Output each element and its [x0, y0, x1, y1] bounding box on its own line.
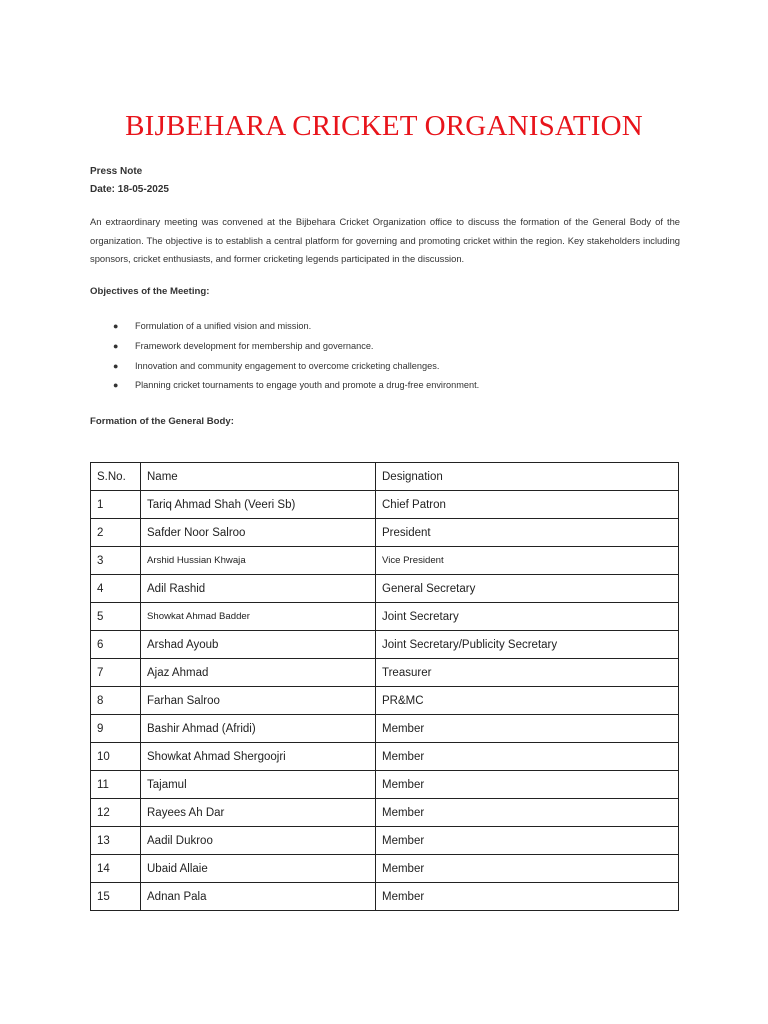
cell-designation: Member	[376, 743, 679, 771]
cell-designation: Vice President	[376, 547, 679, 575]
cell-designation: Member	[376, 715, 679, 743]
table-row	[91, 715, 679, 743]
objectives-list	[90, 317, 479, 396]
cell-name: Arshad Ayoub	[141, 631, 376, 659]
cell-name: Farhan Salroo	[141, 687, 376, 715]
bullet-icon: ●	[113, 321, 119, 331]
cell-designation: PR&MC	[376, 687, 679, 715]
table-row	[91, 743, 679, 771]
date-label: Date: 18-05-2025	[90, 184, 169, 195]
cell-sno: 10	[91, 743, 141, 771]
cell-name: Adil Rashid	[141, 575, 376, 603]
table-row	[91, 547, 679, 575]
cell-name: Rayees Ah Dar	[141, 799, 376, 827]
cell-name: Showkat Ahmad Shergoojri	[141, 743, 376, 771]
cell-name: Ajaz Ahmad	[141, 659, 376, 687]
table-row	[91, 519, 679, 547]
table-row	[91, 827, 679, 855]
cell-designation: General Secretary	[376, 575, 679, 603]
list-item	[90, 317, 479, 337]
table-row	[91, 631, 679, 659]
cell-sno: 1	[91, 491, 141, 519]
cell-sno: 2	[91, 519, 141, 547]
cell-name: Safder Noor Salroo	[141, 519, 376, 547]
cell-designation: Chief Patron	[376, 491, 679, 519]
header-sno: S.No.	[91, 463, 141, 491]
cell-sno: 11	[91, 771, 141, 799]
table-row	[91, 491, 679, 519]
cell-name: Bashir Ahmad (Afridi)	[141, 715, 376, 743]
table-row	[91, 575, 679, 603]
bullet-icon: ●	[113, 360, 119, 371]
cell-sno: 15	[91, 883, 141, 911]
cell-sno: 3	[91, 547, 141, 575]
list-item	[90, 337, 479, 357]
formation-heading: Formation of the General Body:	[90, 416, 234, 427]
press-note-label: Press Note	[90, 166, 143, 177]
cell-designation: Member	[376, 771, 679, 799]
cell-sno: 13	[91, 827, 141, 855]
cell-name: Tariq Ahmad Shah (Veeri Sb)	[141, 491, 376, 519]
cell-sno: 6	[91, 631, 141, 659]
table-row	[91, 659, 679, 687]
table-row	[91, 855, 679, 883]
table-row	[91, 799, 679, 827]
cell-sno: 14	[91, 855, 141, 883]
bullet-icon: ●	[113, 380, 119, 391]
cell-name: Showkat Ahmad Badder	[141, 603, 376, 631]
general-body-table	[90, 462, 679, 911]
cell-name: Adnan Pala	[141, 883, 376, 911]
cell-sno: 4	[91, 575, 141, 603]
cell-name: Aadil Dukroo	[141, 827, 376, 855]
cell-name: Arshid Hussian Khwaja	[141, 547, 376, 575]
cell-designation: Member	[376, 883, 679, 911]
table-row	[91, 687, 679, 715]
table-row	[91, 603, 679, 631]
cell-designation: Member	[376, 827, 679, 855]
cell-name: Ubaid Allaie	[141, 855, 376, 883]
header-designation: Designation	[376, 463, 679, 491]
cell-sno: 12	[91, 799, 141, 827]
cell-designation: Member	[376, 799, 679, 827]
table-row	[91, 883, 679, 911]
list-item	[90, 376, 479, 396]
cell-designation: Treasurer	[376, 659, 679, 687]
objectives-heading: Objectives of the Meeting:	[90, 286, 210, 297]
cell-designation: Joint Secretary/Publicity Secretary	[376, 631, 679, 659]
list-item	[90, 357, 479, 377]
header-name: Name	[141, 463, 376, 491]
table-header-row	[91, 463, 679, 491]
document-title: BIJBEHARA CRICKET ORGANISATION	[125, 110, 643, 142]
list-item-text: Framework development for membership and governance.	[135, 340, 374, 351]
intro-paragraph: An extraordinary meeting was convened at the Bijbehara Cricket Organization office to discuss the formation of the General Body of the organization. The objective is to establish a central platform for governing and promoting cricket within the region. Key stakeholders including sponsors, cricket enthusiasts, and former cricketing legends participated in the discussion.	[90, 216, 680, 264]
cell-designation: Member	[376, 855, 679, 883]
list-item-text: Innovation and community engagement to overcome cricketing challenges.	[135, 360, 440, 371]
cell-sno: 5	[91, 603, 141, 631]
list-item-text: Planning cricket tournaments to engage youth and promote a drug-free environment.	[135, 380, 480, 391]
cell-name: Tajamul	[141, 771, 376, 799]
table-row	[91, 771, 679, 799]
list-item-text: Formulation of a unified vision and mission.	[135, 321, 312, 331]
cell-sno: 9	[91, 715, 141, 743]
cell-designation: President	[376, 519, 679, 547]
bullet-icon: ●	[113, 340, 119, 351]
cell-sno: 7	[91, 659, 141, 687]
cell-designation: Joint Secretary	[376, 603, 679, 631]
cell-sno: 8	[91, 687, 141, 715]
